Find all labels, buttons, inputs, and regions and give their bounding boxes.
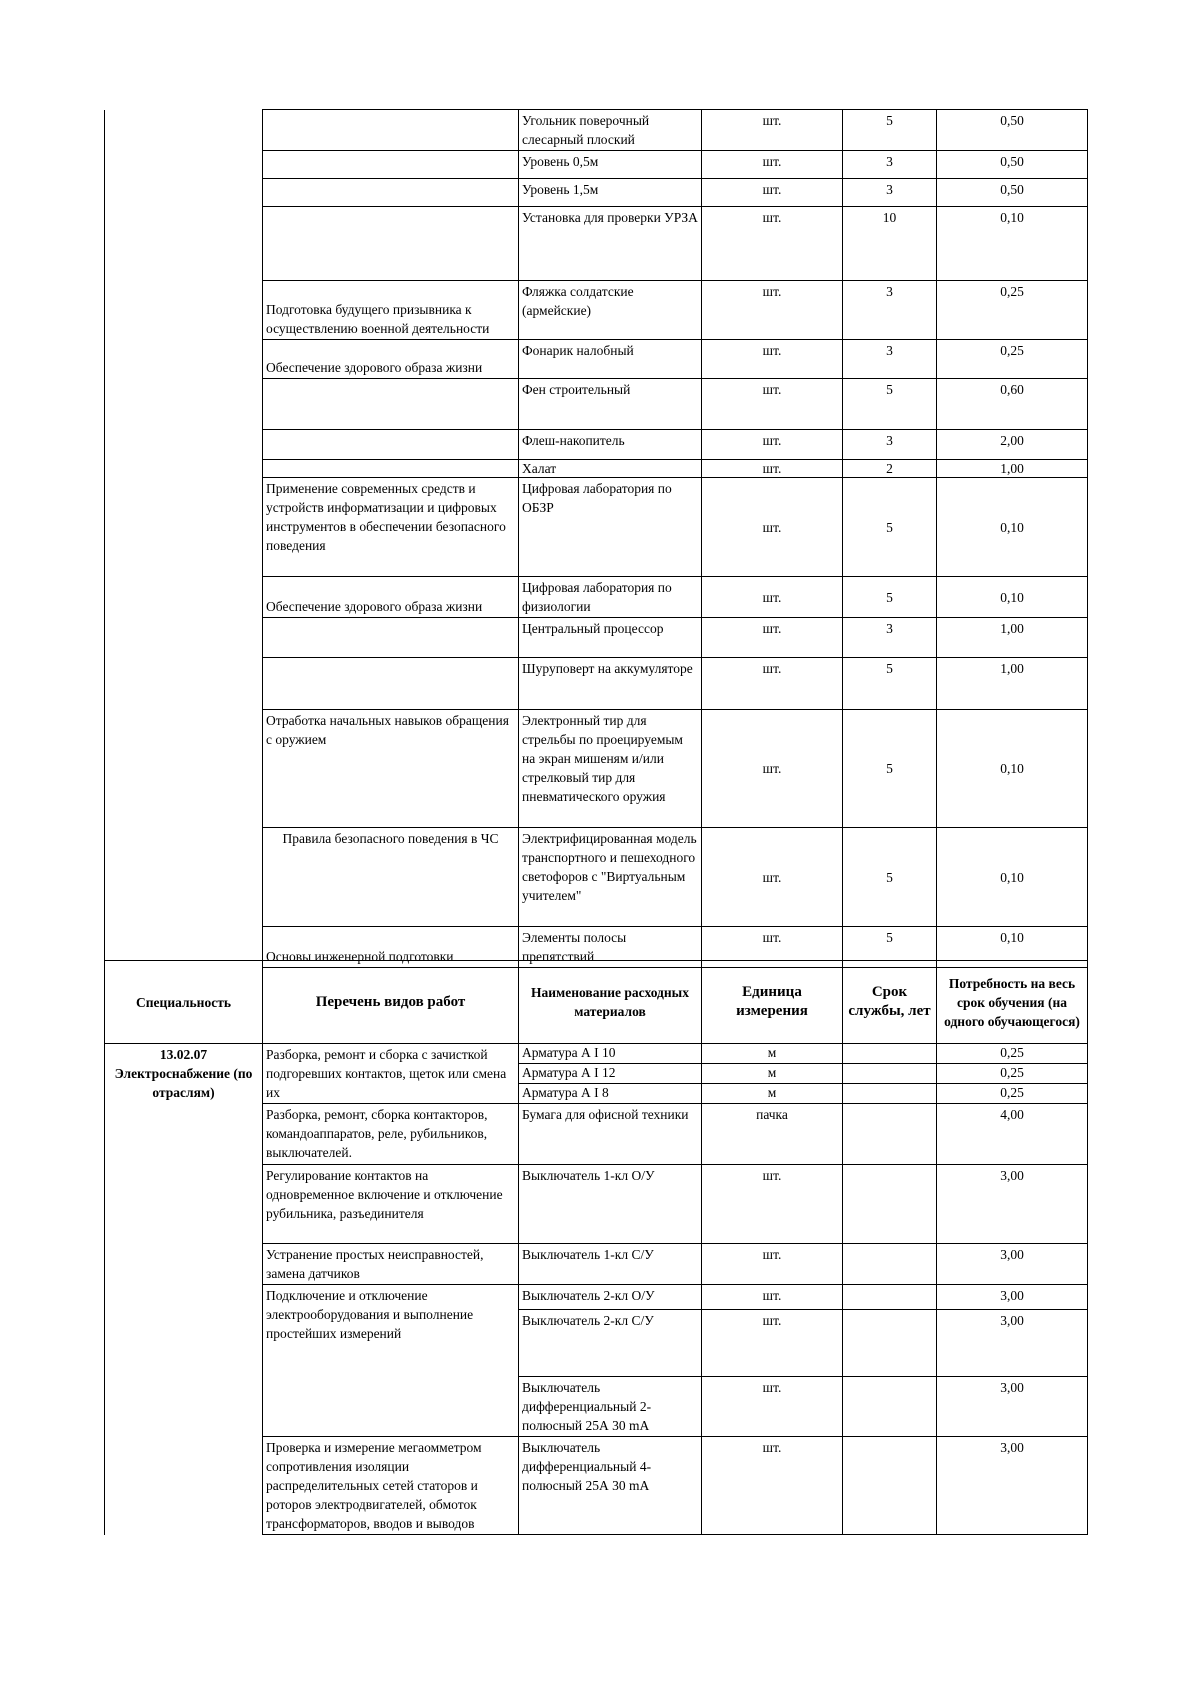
material-cell: Фляжка солдатские (армейские)	[519, 281, 702, 340]
term-cell	[843, 1165, 937, 1244]
work-cell: Проверка и измерение мегаомметром сопротивления изоляции распределительных сетей статоров и роторов электродвигателей, обмоток трансформаторов, вводов и выводов	[263, 1437, 519, 1535]
unit-cell: шт.	[702, 1377, 843, 1437]
need-cell: 3,00	[937, 1437, 1088, 1535]
material-cell: Цифровая лаборатория по физиологии	[519, 577, 702, 618]
header-specialty: Специальность	[105, 961, 263, 1044]
material-cell: Халат	[519, 460, 702, 478]
work-cell: Подключение и отключение электрооборудования и выполнение простейших измерений	[263, 1285, 519, 1437]
work-cell: Устранение простых неисправностей, замена датчиков	[263, 1244, 519, 1285]
material-cell: Арматура А I 12	[519, 1064, 702, 1084]
work-cell: Применение современных средств и устройств информатизации и цифровых инструментов в обеспечении безопасного поведения	[263, 478, 519, 577]
material-cell: Элементы полосы препятствий	[519, 927, 702, 968]
table-row	[105, 110, 1088, 151]
need-cell: 1,00	[937, 658, 1088, 710]
need-cell: 0,10	[937, 478, 1088, 577]
unit-cell: пачка	[702, 1104, 843, 1165]
material-cell: Фен строительный	[519, 379, 702, 430]
term-cell	[843, 1044, 937, 1064]
term-cell: 2	[843, 460, 937, 478]
unit-cell: шт.	[702, 1437, 843, 1535]
unit-cell: шт.	[702, 1310, 843, 1377]
work-cell: Правила безопасного поведения в ЧС	[263, 828, 519, 927]
material-cell: Фонарик налобный	[519, 340, 702, 379]
unit-cell: шт.	[702, 379, 843, 430]
need-cell: 0,10	[937, 577, 1088, 618]
need-cell: 0,25	[937, 1064, 1088, 1084]
unit-cell: шт.	[702, 430, 843, 460]
unit-cell: шт.	[702, 577, 843, 618]
term-cell: 3	[843, 430, 937, 460]
term-cell: 5	[843, 577, 937, 618]
need-cell: 3,00	[937, 1244, 1088, 1285]
unit-cell: м	[702, 1044, 843, 1064]
term-cell	[843, 1084, 937, 1104]
unit-cell: м	[702, 1064, 843, 1084]
unit-cell: шт.	[702, 1165, 843, 1244]
term-cell	[843, 1310, 937, 1377]
material-cell: Флеш-накопитель	[519, 430, 702, 460]
term-cell: 3	[843, 618, 937, 658]
need-cell: 3,00	[937, 1310, 1088, 1377]
need-cell: 3,00	[937, 1165, 1088, 1244]
material-cell: Арматура А I 8	[519, 1084, 702, 1104]
material-cell: Выключатель 2-кл О/У	[519, 1285, 702, 1310]
work-cell: Отработка начальных навыков обращения с оружием	[263, 710, 519, 828]
unit-cell: шт.	[702, 340, 843, 379]
material-cell: Выключатель 1-кл С/У	[519, 1244, 702, 1285]
unit-cell: шт.	[702, 618, 843, 658]
material-cell: Установка для проверки УРЗА	[519, 207, 702, 281]
header-works: Перечень видов работ	[263, 961, 519, 1044]
need-cell: 0,10	[937, 828, 1088, 927]
term-cell: 5	[843, 710, 937, 828]
specialty-cell-empty	[105, 110, 263, 968]
term-cell	[843, 1285, 937, 1310]
term-cell: 3	[843, 340, 937, 379]
work-cell	[263, 110, 519, 151]
consumables-table	[104, 960, 1088, 1535]
work-cell	[263, 460, 519, 478]
need-cell: 0,25	[937, 340, 1088, 379]
need-cell: 0,10	[937, 207, 1088, 281]
unit-cell: шт.	[702, 828, 843, 927]
table-header-row	[105, 961, 1088, 1044]
equipment-table-continuation	[104, 109, 1088, 968]
term-cell: 5	[843, 828, 937, 927]
material-cell: Центральный процессор	[519, 618, 702, 658]
need-cell: 0,50	[937, 110, 1088, 151]
term-cell	[843, 1437, 937, 1535]
term-cell: 5	[843, 658, 937, 710]
material-cell: Выключатель дифференциальный 2-полюсный 25А 30 mA	[519, 1377, 702, 1437]
unit-cell: шт.	[702, 1285, 843, 1310]
work-cell	[263, 179, 519, 207]
material-cell: Электронный тир для стрельбы по проецируемым на экран мишеням и/или стрелковый тир для пневматического оружия	[519, 710, 702, 828]
material-cell: Угольник поверочный слесарный плоский	[519, 110, 702, 151]
term-cell	[843, 1377, 937, 1437]
unit-cell: шт.	[702, 281, 843, 340]
need-cell: 0,10	[937, 710, 1088, 828]
material-cell: Бумага для офисной техники	[519, 1104, 702, 1165]
work-cell: Обеспечение здорового образа жизни	[263, 340, 519, 379]
need-cell: 0,10	[937, 927, 1088, 968]
work-cell: Разборка, ремонт, сборка контакторов, командоаппаратов, реле, рубильников, выключателей.	[263, 1104, 519, 1165]
unit-cell: шт.	[702, 207, 843, 281]
material-cell: Выключатель дифференциальный 4-полюсный 25А 30 mA	[519, 1437, 702, 1535]
specialty-cell: 13.02.07 Электроснабжение (по отраслям)	[105, 1044, 263, 1535]
work-cell: Регулирование контактов на одновременное включение и отключение рубильника, разъединителя	[263, 1165, 519, 1244]
material-cell: Уровень 0,5м	[519, 151, 702, 179]
work-cell	[263, 151, 519, 179]
work-cell	[263, 658, 519, 710]
term-cell: 3	[843, 151, 937, 179]
need-cell: 3,00	[937, 1377, 1088, 1437]
term-cell: 5	[843, 927, 937, 968]
material-cell: Арматура А I 10	[519, 1044, 702, 1064]
work-cell: Подготовка будущего призывника к осуществлению военной деятельности	[263, 281, 519, 340]
material-cell: Электрифицированная модель транспортного и пешеходного светофоров с "Виртуальным учителем"	[519, 828, 702, 927]
need-cell: 0,50	[937, 179, 1088, 207]
work-cell: Разборка, ремонт и сборка с зачисткой подгоревших контактов, щеток или смена их	[263, 1044, 519, 1104]
need-cell: 1,00	[937, 618, 1088, 658]
need-cell: 0,25	[937, 1084, 1088, 1104]
material-cell: Цифровая лаборатория по ОБЗР	[519, 478, 702, 577]
term-cell: 3	[843, 179, 937, 207]
material-cell: Выключатель 2-кл С/У	[519, 1310, 702, 1377]
need-cell: 0,25	[937, 1044, 1088, 1064]
need-cell: 3,00	[937, 1285, 1088, 1310]
term-cell	[843, 1244, 937, 1285]
unit-cell: шт.	[702, 658, 843, 710]
material-cell: Выключатель 1-кл О/У	[519, 1165, 702, 1244]
term-cell	[843, 1064, 937, 1084]
unit-cell: шт.	[702, 179, 843, 207]
unit-cell: шт.	[702, 110, 843, 151]
header-term: Срок службы, лет	[843, 961, 937, 1044]
need-cell: 0,25	[937, 281, 1088, 340]
work-cell	[263, 379, 519, 430]
material-cell: Шуруповерт на аккумуляторе	[519, 658, 702, 710]
need-cell: 2,00	[937, 430, 1088, 460]
unit-cell: шт.	[702, 460, 843, 478]
term-cell: 5	[843, 110, 937, 151]
unit-cell: шт.	[702, 1244, 843, 1285]
header-unit: Единица измерения	[702, 961, 843, 1044]
unit-cell: м	[702, 1084, 843, 1104]
material-cell: Уровень 1,5м	[519, 179, 702, 207]
work-cell	[263, 207, 519, 281]
need-cell: 4,00	[937, 1104, 1088, 1165]
unit-cell: шт.	[702, 478, 843, 577]
term-cell: 10	[843, 207, 937, 281]
unit-cell: шт.	[702, 710, 843, 828]
work-cell: Обеспечение здорового образа жизни	[263, 577, 519, 618]
unit-cell: шт.	[702, 927, 843, 968]
term-cell: 5	[843, 379, 937, 430]
work-cell	[263, 430, 519, 460]
work-cell: Основы инженерной подготовки	[263, 927, 519, 968]
need-cell: 0,50	[937, 151, 1088, 179]
need-cell: 1,00	[937, 460, 1088, 478]
table-row	[105, 1044, 1088, 1064]
term-cell: 5	[843, 478, 937, 577]
work-cell	[263, 618, 519, 658]
term-cell	[843, 1104, 937, 1165]
header-need: Потребность на весь срок обучения (на одного обучающегося)	[937, 961, 1088, 1044]
term-cell: 3	[843, 281, 937, 340]
unit-cell: шт.	[702, 151, 843, 179]
need-cell: 0,60	[937, 379, 1088, 430]
header-material: Наименование расходных материалов	[519, 961, 702, 1044]
